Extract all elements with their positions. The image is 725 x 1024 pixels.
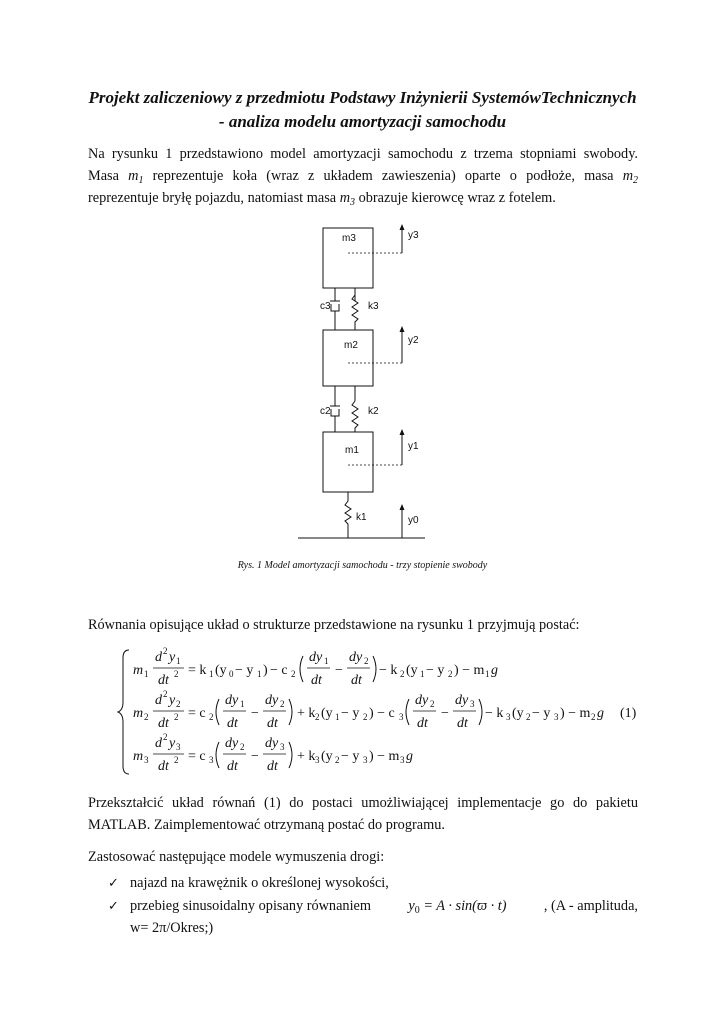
checkmark-icon: ✓	[108, 876, 119, 891]
svg-text:(y: (y	[406, 663, 418, 678]
svg-text:dt: dt	[267, 759, 278, 774]
svg-text:2: 2	[364, 656, 369, 666]
svg-text:dt: dt	[227, 716, 238, 731]
svg-text:y: y	[169, 736, 176, 751]
svg-text:2: 2	[591, 712, 596, 722]
svg-text:1: 1	[257, 669, 262, 679]
svg-text:0: 0	[229, 669, 234, 679]
svg-text:−: −	[335, 663, 343, 678]
equation-number: (1)	[620, 706, 637, 721]
bullet-curb: ✓ najazd na krawężnik o określonej wysokości,	[108, 872, 638, 895]
mass-m1-label: m1	[345, 445, 359, 456]
svg-text:(y: (y	[321, 749, 333, 764]
intro-line-2: Masa $m_1$ reprezentuje koła (wraz z układem zawieszenia) oparte o podłoże, masa $m_2$	[88, 168, 639, 186]
svg-text:(y: (y	[215, 663, 227, 678]
svg-text:dy: dy	[265, 736, 279, 751]
svg-text:) − m: ) − m	[454, 663, 485, 678]
svg-text:m: m	[133, 749, 144, 764]
svg-text:3: 3	[470, 699, 475, 709]
svg-text:1: 1	[209, 669, 214, 679]
svg-text:dy: dy	[265, 693, 279, 708]
equation-brace	[118, 650, 129, 774]
svg-text:2: 2	[400, 669, 405, 679]
svg-text:− k: − k	[485, 706, 504, 721]
svg-text:= k: = k	[188, 663, 207, 678]
svg-text:1: 1	[335, 712, 340, 722]
arrow-y2-head	[400, 326, 405, 332]
svg-text:3: 3	[209, 755, 214, 765]
equation-system	[115, 644, 645, 784]
svg-text:3: 3	[399, 712, 404, 722]
intro-paragraph	[88, 143, 638, 209]
document-title-line-1: Projekt zaliczeniowy z przedmiotu Podstawy Inżynierii SystemówTechnicznych	[88, 88, 637, 107]
svg-text:1: 1	[176, 656, 181, 666]
mass-m2-box	[323, 330, 373, 386]
damper-c3-label: c3	[320, 301, 331, 312]
svg-text:dy: dy	[309, 650, 323, 665]
svg-text:dt: dt	[351, 673, 362, 688]
spring-k2-label: k2	[368, 406, 379, 417]
svg-text:2: 2	[174, 712, 179, 722]
svg-text:2: 2	[448, 669, 453, 679]
svg-text:) − m: ) − m	[369, 749, 400, 764]
svg-text:1: 1	[324, 656, 329, 666]
svg-text:3: 3	[363, 755, 368, 765]
svg-text:3: 3	[176, 742, 181, 752]
equation-3	[133, 732, 413, 774]
svg-text:2: 2	[209, 712, 214, 722]
svg-text:m: m	[133, 663, 144, 678]
svg-text:dt: dt	[311, 673, 322, 688]
equations-intro: Równania opisujące układ o strukturze przedstawione na rysunku 1 przyjmują postać:	[88, 617, 580, 633]
task-line-1: Przekształcić układ równań (1) do postaci umożliwiającej implementacje go do pakietu	[88, 795, 638, 811]
svg-text:3: 3	[506, 712, 511, 722]
damper-c2-label: c2	[320, 406, 331, 417]
svg-text:− y: − y	[532, 706, 551, 721]
svg-text:= c: = c	[188, 706, 206, 721]
displacement-y2-label: y2	[408, 335, 419, 346]
mass-m3-label: m3	[342, 233, 356, 244]
svg-text:dt: dt	[267, 716, 278, 731]
svg-text:2: 2	[363, 712, 368, 722]
svg-text:+ k: + k	[297, 706, 316, 721]
mass-m2-label: m2	[344, 340, 358, 351]
svg-text:d: d	[155, 650, 162, 665]
document-title-line-2: - analiza modelu amortyzacji samochodu	[218, 112, 507, 131]
svg-text:(y: (y	[512, 706, 524, 721]
svg-text:dt: dt	[158, 673, 169, 688]
svg-text:−: −	[251, 749, 259, 764]
svg-text:2: 2	[430, 699, 435, 709]
arrow-y3-head	[400, 224, 405, 230]
svg-text:2: 2	[526, 712, 531, 722]
svg-text:1: 1	[485, 669, 490, 679]
figure-caption: Rys. 1 Model amortyzacji samochodu - trzy stopienie swobody	[237, 560, 488, 571]
svg-text:dt: dt	[417, 716, 428, 731]
svg-text:(y: (y	[321, 706, 333, 721]
displacement-y0-label: y0	[408, 515, 419, 526]
svg-text:y: y	[169, 650, 176, 665]
svg-text:+ k: + k	[297, 749, 316, 764]
svg-text:2: 2	[176, 699, 181, 709]
svg-text:2: 2	[163, 646, 168, 656]
arrow-y0-head	[400, 504, 405, 510]
svg-text:y: y	[169, 693, 176, 708]
svg-text:2: 2	[144, 712, 149, 722]
svg-text:−: −	[251, 706, 259, 721]
svg-text:2: 2	[174, 755, 179, 765]
svg-text:3: 3	[400, 755, 405, 765]
svg-text:2: 2	[163, 732, 168, 742]
svg-text:3: 3	[144, 755, 149, 765]
intro-line-3: reprezentuje bryłę pojazdu, natomiast masa $m_3$ obrazuje kierowcę wraz z fotelem.	[88, 190, 556, 208]
svg-text:− y: − y	[341, 706, 360, 721]
svg-text:− c: − c	[270, 663, 288, 678]
svg-text:g: g	[597, 706, 604, 721]
svg-text:g: g	[491, 663, 498, 678]
spring-k3-label: k3	[368, 301, 379, 312]
svg-text:3: 3	[280, 742, 285, 752]
svg-text:1: 1	[420, 669, 425, 679]
svg-text:2: 2	[240, 742, 245, 752]
svg-text:) − m: ) − m	[560, 706, 591, 721]
svg-text:d: d	[155, 693, 162, 708]
svg-text:dy: dy	[349, 650, 363, 665]
svg-text:2: 2	[291, 669, 296, 679]
intro-line-1: Na rysunku 1 przedstawiono model amortyzacji samochodu z trzema stopniami swobody.	[88, 146, 638, 162]
spring-k2	[352, 401, 358, 432]
svg-text:dt: dt	[457, 716, 468, 731]
spring-k1-label: k1	[356, 512, 367, 523]
mass-m1-box	[323, 432, 373, 492]
svg-text:2: 2	[315, 712, 320, 722]
task-line-2: MATLAB. Zaimplementować otrzymaną postać do programu.	[88, 817, 445, 833]
svg-text:): )	[263, 663, 268, 678]
suspension-diagram	[290, 218, 440, 543]
equation-2	[133, 689, 637, 731]
svg-text:g: g	[406, 749, 413, 764]
svg-text:2: 2	[335, 755, 340, 765]
svg-text:3: 3	[554, 712, 559, 722]
svg-text:− y: − y	[235, 663, 254, 678]
svg-text:2: 2	[174, 669, 179, 679]
arrow-y1-head	[400, 429, 405, 435]
displacement-y1-label: y1	[408, 441, 419, 452]
damper-c2-cylinder	[331, 409, 339, 416]
checkmark-icon: ✓	[108, 899, 119, 914]
svg-text:1: 1	[240, 699, 245, 709]
svg-text:dy: dy	[455, 693, 469, 708]
svg-text:− k: − k	[379, 663, 398, 678]
svg-text:1: 1	[144, 669, 149, 679]
svg-text:− y: − y	[341, 749, 360, 764]
svg-text:dt: dt	[158, 759, 169, 774]
svg-text:d: d	[155, 736, 162, 751]
svg-text:3: 3	[315, 755, 320, 765]
svg-text:dt: dt	[227, 759, 238, 774]
bullet-sinusoidal: ✓ przebieg sinusoidalny opisany równaniem $y_0 = A \cdot \sin(ϖ \cdot t)$ , (A - amplituda, w= 2π/Okres;)	[108, 898, 638, 936]
svg-text:m: m	[133, 706, 144, 721]
task-paragraph	[88, 792, 638, 836]
svg-text:) − c: ) − c	[369, 706, 395, 721]
svg-text:− y: − y	[426, 663, 445, 678]
displacement-y3-label: y3	[408, 230, 419, 241]
svg-text:dy: dy	[225, 693, 239, 708]
svg-text:dy: dy	[415, 693, 429, 708]
svg-text:= c: = c	[188, 749, 206, 764]
equation-1	[133, 646, 498, 688]
svg-text:dt: dt	[158, 716, 169, 731]
svg-text:−: −	[441, 706, 449, 721]
spring-k1	[345, 492, 351, 538]
svg-text:2: 2	[280, 699, 285, 709]
road-intro: Zastosować następujące modele wymuszenia drogi:	[88, 849, 385, 865]
svg-text:2: 2	[163, 689, 168, 699]
damper-c3-cylinder	[331, 304, 339, 311]
svg-text:dy: dy	[225, 736, 239, 751]
